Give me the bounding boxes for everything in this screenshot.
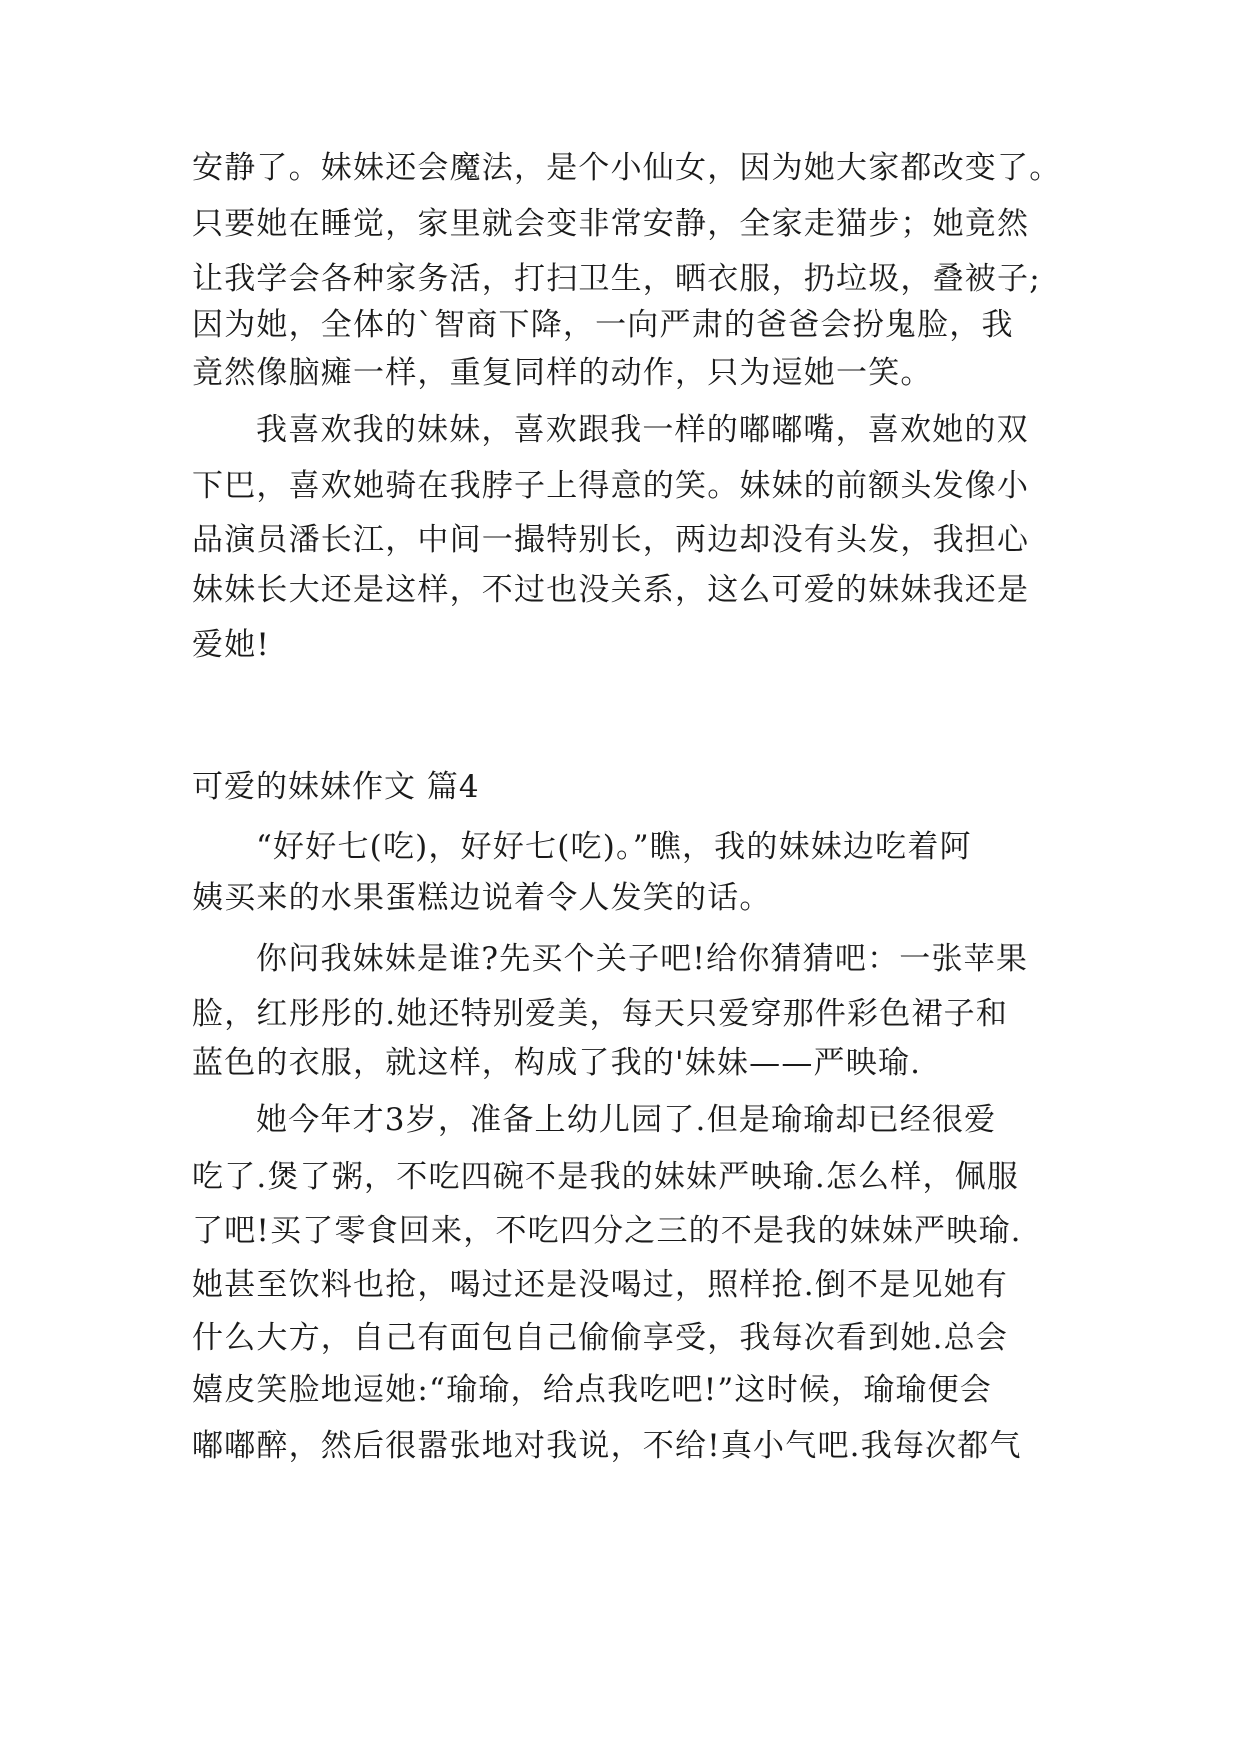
paragraph-line: 爱她! bbox=[192, 627, 271, 663]
paragraph-line: 我喜欢我的妹妹，喜欢跟我一样的嘟嘟嘴，喜欢她的双 bbox=[256, 412, 1029, 448]
paragraph-line: 蓝色的衣服，就这样，构成了我的'妹妹——严映瑜. bbox=[192, 1045, 922, 1081]
paragraph-line: 让我学会各种家务活，打扫卫生，晒衣服，扔垃圾，叠被子; bbox=[192, 261, 1041, 297]
paragraph-line: 妹妹长大还是这样，不过也没关系，这么可爱的妹妹我还是 bbox=[192, 572, 1030, 608]
paragraph-line: 她甚至饮料也抢，喝过还是没喝过，照样抢.倒不是见她有 bbox=[192, 1267, 1009, 1303]
paragraph-line: 她今年才3岁，准备上幼儿园了.但是瑜瑜却已经很爱 bbox=[256, 1102, 997, 1138]
paragraph-line: 只要她在睡觉，家里就会变非常安静，全家走猫步；她竟然 bbox=[192, 206, 1030, 242]
paragraph-line: 吃了.煲了粥，不吃四碗不是我的妹妹严映瑜.怎么样，佩服 bbox=[192, 1159, 1020, 1195]
paragraph-line: 竟然像脑瘫一样，重复同样的动作，只为逗她一笑。 bbox=[192, 355, 933, 391]
paragraph-line: “好好七(吃)，好好七(吃)。”瞧，我的妹妹边吃着阿 bbox=[256, 829, 972, 865]
paragraph-line: 嘟嘟醉，然后很嚣张地对我说，不给!真小气吧.我每次都气 bbox=[192, 1428, 1022, 1464]
paragraph-line: 什么大方，自己有面包自己偷偷享受，我每次看到她.总会 bbox=[192, 1320, 1009, 1356]
paragraph-line: 姨买来的水果蛋糕边说着令人发笑的话。 bbox=[192, 880, 772, 916]
paragraph-line: 嬉皮笑脸地逗她:“瑜瑜，给点我吃吧!”这时候，瑜瑜便会 bbox=[192, 1372, 992, 1408]
paragraph-line: 下巴，喜欢她骑在我脖子上得意的笑。妹妹的前额头发像小 bbox=[192, 468, 1030, 504]
paragraph-line: 品演员潘长江，中间一撮特别长，两边却没有头发，我担心 bbox=[192, 522, 1030, 558]
paragraph-line: 因为她，全体的`智商下降，一向严肃的爸爸会扮鬼脸，我 bbox=[192, 307, 1014, 343]
paragraph-line: 你问我妹妹是谁?先买个关子吧!给你猜猜吧：一张苹果 bbox=[256, 941, 1029, 977]
paragraph-line: 安静了。妹妹还会魔法，是个小仙女，因为她大家都改变了。 bbox=[192, 150, 1062, 186]
section-heading: 可爱的妹妹作文 篇4 bbox=[192, 769, 480, 805]
paragraph-line: 了吧!买了零食回来，不吃四分之三的不是我的妹妹严映瑜. bbox=[192, 1213, 1022, 1249]
paragraph-line: 脸，红彤彤的.她还特别爱美，每天只爱穿那件彩色裙子和 bbox=[192, 996, 1009, 1032]
